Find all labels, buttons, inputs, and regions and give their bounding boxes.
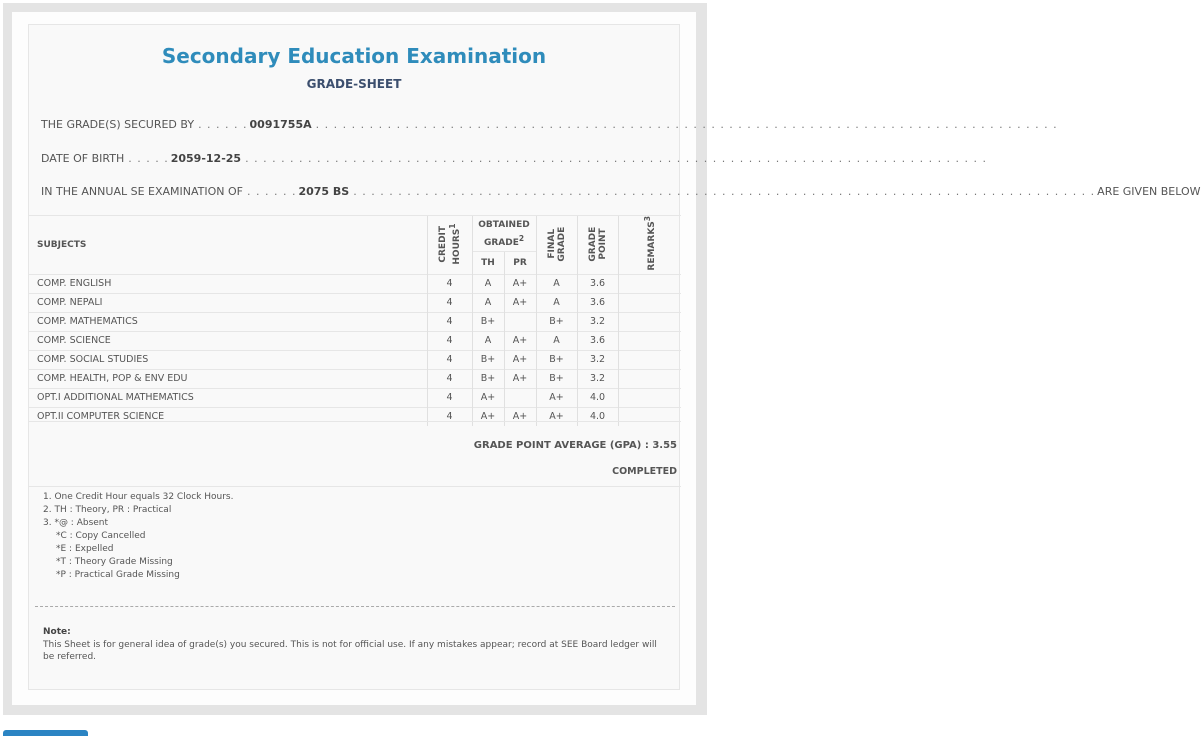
footnote-subitem: *C : Copy Cancelled [56, 531, 146, 541]
remarks-cell [618, 312, 681, 331]
status-label: COMPLETED [612, 466, 677, 477]
subject-cell: COMP. SOCIAL STUDIES [29, 350, 427, 369]
date-of-birth: 2059-12-25 [170, 152, 242, 165]
subject-cell: OPT.I ADDITIONAL MATHEMATICS [29, 388, 427, 407]
footnote-subitem: *P : Practical Grade Missing [56, 570, 180, 580]
footnote-mark: 3 [642, 216, 652, 222]
pr-grade-cell: A+ [504, 274, 536, 293]
footnote-item: 1. One Credit Hour equals 32 Clock Hours. [43, 492, 234, 502]
pr-header: PR [504, 252, 536, 274]
obtained-grade-header [472, 216, 536, 252]
grade-rows [29, 274, 681, 426]
th-grade-cell: A+ [472, 388, 504, 407]
pr-grade-cell: A+ [504, 369, 536, 388]
grade-point-label: GRADE POINT [587, 225, 608, 261]
exam-tail: ARE GIVEN BELOW [1097, 185, 1201, 198]
footnote-mark: 1 [447, 222, 457, 228]
credit-cell: 4 [427, 350, 472, 369]
remarks-cell [618, 369, 681, 388]
subject-cell: COMP. ENGLISH [29, 274, 427, 293]
table-row [29, 293, 681, 312]
th-header: TH [472, 252, 504, 274]
pr-grade-cell: A+ [504, 331, 536, 350]
exam-year: 2075 BS [298, 185, 350, 198]
footnote-item: 2. TH : Theory, PR : Practical [43, 505, 172, 515]
final-grade-label: FINAL GRADE [546, 225, 567, 261]
th-grade-cell: A [472, 293, 504, 312]
exam-line [41, 185, 1201, 198]
grade-point-cell: 4.0 [577, 407, 618, 426]
page-panel [12, 12, 1201, 705]
remarks-cell [618, 331, 681, 350]
remarks-header [618, 216, 681, 275]
remarks-cell [618, 274, 681, 293]
subjects-header: SUBJECTS [29, 216, 427, 275]
footnote-item: 3. *@ : Absent [43, 518, 109, 528]
table-row [29, 369, 681, 388]
pr-grade-cell: A+ [504, 407, 536, 426]
credit-hours-header [427, 216, 472, 275]
remarks-cell [618, 407, 681, 426]
grade-point-cell: 4.0 [577, 388, 618, 407]
page-frame [3, 3, 1201, 715]
pr-grade-cell: A+ [504, 293, 536, 312]
remarks-label: REMARKS [646, 221, 657, 271]
remarks-cell [618, 388, 681, 407]
credit-cell: 4 [427, 274, 472, 293]
page-title: Secondary Education Examination [161, 44, 547, 68]
page-subtitle: GRADE-SHEET [306, 77, 402, 91]
grade-point-cell: 3.6 [577, 331, 618, 350]
action-button[interactable] [3, 730, 88, 736]
credit-cell: 4 [427, 331, 472, 350]
th-grade-cell: B+ [472, 369, 504, 388]
grade-point-cell: 3.2 [577, 369, 618, 388]
subject-cell: COMP. SCIENCE [29, 331, 427, 350]
footnote-subitem: *T : Theory Grade Missing [56, 557, 173, 567]
grade-point-cell: 3.2 [577, 350, 618, 369]
secured-by-label: THE GRADE(S) SECURED BY [41, 118, 195, 131]
final-grade-cell: A [536, 274, 577, 293]
subject-cell: OPT.II COMPUTER SCIENCE [29, 407, 427, 426]
final-grade-cell: A+ [536, 407, 577, 426]
grade-point-cell: 3.6 [577, 274, 618, 293]
table-row [29, 331, 681, 350]
table-row [29, 312, 681, 331]
footnote-subitem: *E : Expelled [56, 544, 114, 554]
pr-grade-cell [504, 312, 536, 331]
final-grade-cell: A [536, 331, 577, 350]
th-grade-cell: B+ [472, 312, 504, 331]
final-grade-header [536, 216, 577, 275]
table-row [29, 274, 681, 293]
grade-point-cell: 3.2 [577, 312, 618, 331]
final-grade-cell: B+ [536, 312, 577, 331]
gpa-value: GRADE POINT AVERAGE (GPA) : 3.55 [473, 440, 677, 451]
th-grade-cell: B+ [472, 350, 504, 369]
leader-dots: . . . . . . . . . . . . . . . . . . . . . . . . . . . . . . . . . . . . . . . . . . . . . . . . . . . . . . . . . . . . . . . . . . . . . . . . . . . . . . . . . . . [353, 185, 1096, 198]
th-grade-cell: A [472, 274, 504, 293]
dashed-divider [35, 606, 675, 607]
symbol-number: 0091755A [249, 118, 312, 131]
leader-dots: . . . . . . [247, 185, 297, 198]
grade-point-header [577, 216, 618, 275]
pr-grade-cell: A+ [504, 350, 536, 369]
grade-sheet [28, 24, 1201, 690]
credit-hours-label: CREDIT HOURS [437, 224, 462, 264]
grade-point-cell: 3.6 [577, 293, 618, 312]
secured-by-line [41, 118, 1058, 131]
exam-label: IN THE ANNUAL SE EXAMINATION OF [41, 185, 243, 198]
credit-cell: 4 [427, 369, 472, 388]
credit-cell: 4 [427, 293, 472, 312]
footnotes [43, 491, 233, 582]
credit-cell: 4 [427, 312, 472, 331]
table-row [29, 407, 681, 426]
footnote-mark: 2 [518, 233, 525, 243]
remarks-cell [618, 293, 681, 312]
credit-cell: 4 [427, 388, 472, 407]
divider [29, 421, 681, 422]
divider [29, 486, 681, 487]
leader-dots: . . . . . . [198, 118, 248, 131]
table-row [29, 388, 681, 407]
th-grade-cell: A+ [472, 407, 504, 426]
leader-dots: . . . . . [128, 152, 169, 165]
dob-line [41, 152, 988, 165]
final-grade-cell: B+ [536, 350, 577, 369]
grades-table [29, 215, 681, 426]
leader-dots: . . . . . . . . . . . . . . . . . . . . . . . . . . . . . . . . . . . . . . . . . . . . . . . . . . . . . . . . . . . . . . . . . . . . . . . . . . . . . . . . . . . [315, 118, 1058, 131]
note-label: Note: [43, 627, 71, 637]
final-grade-cell: A [536, 293, 577, 312]
subject-cell: COMP. NEPALI [29, 293, 427, 312]
obtained-grade-label: OBTAINED GRADE [478, 219, 530, 248]
table-row [29, 350, 681, 369]
th-grade-cell: A [472, 331, 504, 350]
note-text: This Sheet is for general idea of grade(s) you secured. This is not for official use. If any mistakes appear; record at SEE Board ledger will be referred. [43, 640, 657, 662]
subject-cell: COMP. MATHEMATICS [29, 312, 427, 331]
credit-cell: 4 [427, 407, 472, 426]
subject-cell: COMP. HEALTH, POP & ENV EDU [29, 369, 427, 388]
leader-dots: . . . . . . . . . . . . . . . . . . . . . . . . . . . . . . . . . . . . . . . . . . . . . . . . . . . . . . . . . . . . . . . . . . . . . . . . . . . . . . . . . . . [245, 152, 988, 165]
dob-label: DATE OF BIRTH [41, 152, 125, 165]
pr-grade-cell [504, 388, 536, 407]
final-grade-cell: A+ [536, 388, 577, 407]
remarks-cell [618, 350, 681, 369]
final-grade-cell: B+ [536, 369, 577, 388]
